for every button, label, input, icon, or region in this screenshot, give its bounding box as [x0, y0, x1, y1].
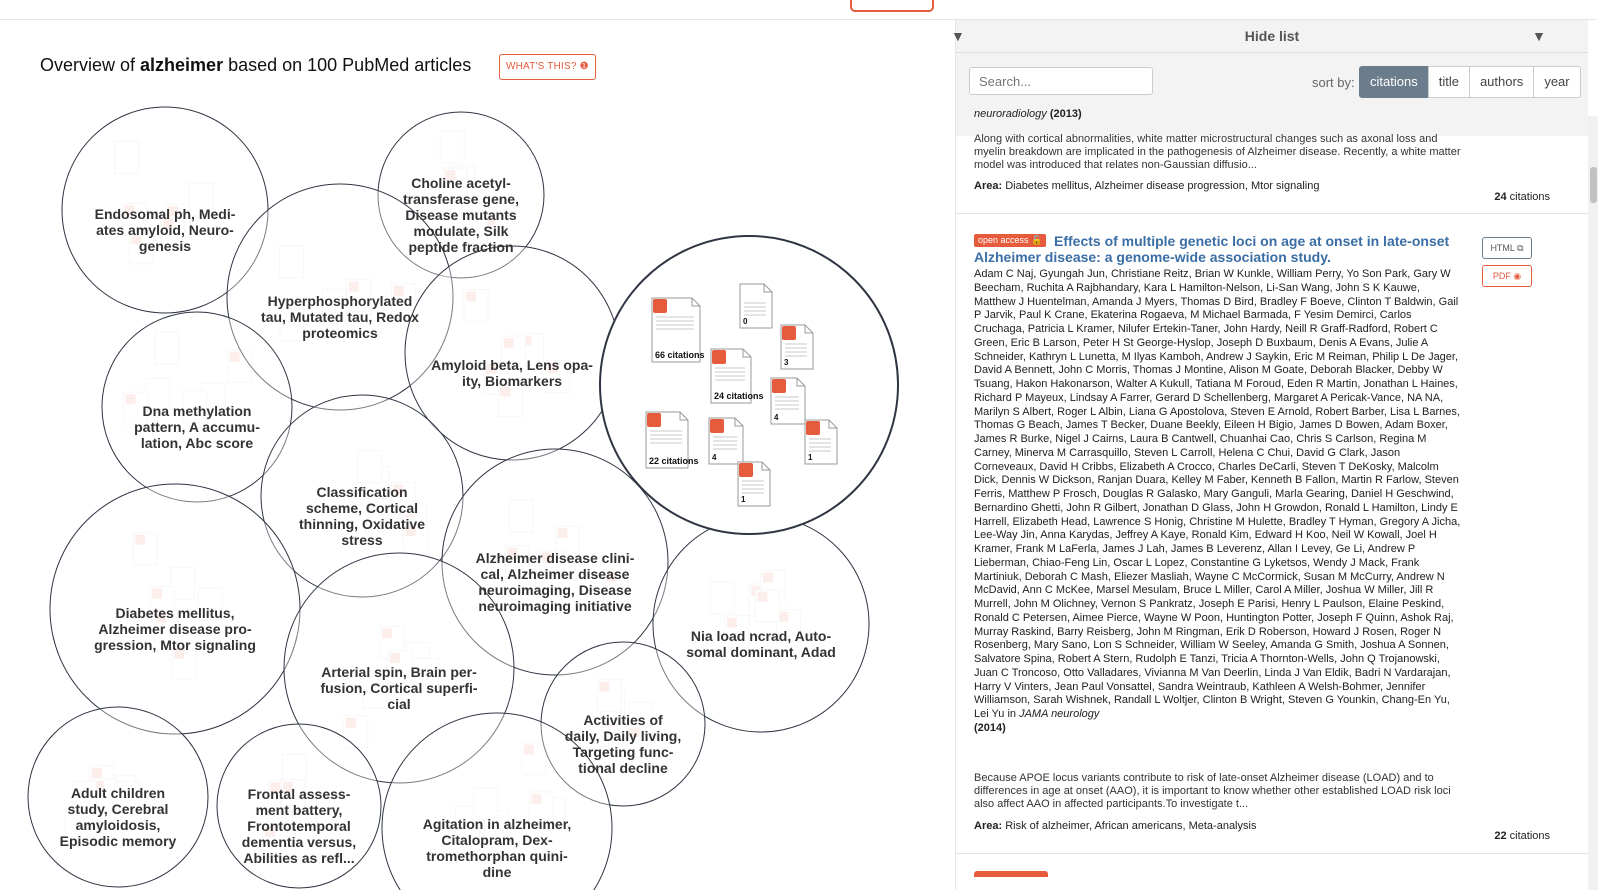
lock-icon [782, 326, 796, 340]
open-access-badge [974, 871, 1048, 877]
area-label-line: ity, Biomarkers [461, 373, 563, 389]
unlock-icon: 🔓 [1031, 235, 1043, 245]
paper-citations: 24 citations [1494, 191, 1550, 203]
sort-authors-button[interactable]: authors [1469, 66, 1534, 98]
paper-area: Area: Diabetes mellitus, Alzheimer disease progression, Mtor signaling [974, 180, 1320, 192]
paper-thumbnail[interactable] [740, 284, 772, 328]
area-label-line: scheme, Cortical [305, 500, 419, 516]
open-access-badge: open access 🔓 [974, 234, 1046, 247]
area-label-line: Abilities as refl... [243, 850, 355, 866]
paper-title[interactable]: Effects of multiple genetic loci on age at onset in late-onset Alzheimer disease: a genome-wide association study. [974, 233, 1450, 265]
knowledge-map [0, 20, 950, 890]
sort-citations-button[interactable]: citations [1359, 66, 1429, 98]
area-label-line: stress [341, 532, 383, 548]
area-label-line: Diabetes mellitus, [115, 605, 235, 621]
area-label-line: Disease mutants [405, 207, 517, 223]
external-link-icon: ⧉ [1517, 243, 1524, 253]
area-label-line: Frontal assess- [247, 786, 351, 802]
area-label-line: cial [387, 696, 411, 712]
area-label-line: transferase gene, [403, 191, 519, 207]
area-label-line: tromethorphan quini- [426, 848, 568, 864]
area-label-line: study, Cerebral [67, 801, 169, 817]
area-label-line: Alzheimer disease pro- [98, 621, 252, 637]
lock-icon [772, 379, 786, 393]
area-label-line: cal, Alzheimer disease [480, 566, 630, 582]
area-label-line: gression, Mtor signaling [94, 637, 256, 653]
lock-icon [653, 299, 667, 313]
area-label-line: Dna methylation [142, 403, 252, 419]
map-svg [0, 20, 950, 890]
whats-this-button[interactable]: WHAT'S THIS? ❶ [499, 54, 596, 80]
paper-thumbnail[interactable] [771, 378, 805, 424]
paper-citation-count: 0 [743, 317, 748, 326]
sort-title-button[interactable]: title [1428, 66, 1470, 98]
area-label-line: dine [482, 864, 512, 880]
area-label-line: Adult children [70, 785, 166, 801]
paper-citation-count: 22 citations [649, 456, 699, 466]
area-label-line: Targeting func- [572, 744, 674, 760]
area-label-line: somal dominant, Adad [686, 644, 836, 660]
sort-options [1360, 66, 1581, 96]
area-label-line: modulate, Silk [413, 223, 509, 239]
lock-icon [806, 421, 820, 435]
html-button[interactable]: HTML ⧉ [1482, 237, 1532, 259]
area-label-line: Alzheimer disease clini- [475, 550, 635, 566]
area-label-line: tau, Mutated tau, Redox [261, 309, 419, 325]
area-bubble[interactable] [50, 484, 300, 734]
area-label-line: ates amyloid, Neuro- [96, 222, 234, 238]
area-label-line: Arterial spin, Brain per- [321, 664, 477, 680]
area-bubble[interactable] [217, 724, 381, 888]
paper-source: neuroradiology (2013) [974, 108, 1082, 120]
paper-citation-count: 4 [712, 453, 717, 462]
area-label-line: neuroimaging, Disease [478, 582, 632, 598]
divider [956, 853, 1588, 854]
area-label-line: Citalopram, Dex- [441, 832, 553, 848]
paper-citation-count: 24 citations [714, 391, 764, 401]
paper-thumbnail[interactable] [805, 420, 837, 464]
pdf-button[interactable]: PDF ◉ [1482, 265, 1532, 287]
paper-abstract: Along with cortical abnormalities, white matter microstructural changes such as axonal loss and myelin breakdown are implicated in the pathogenesis of Alzheimer disease. Recently, a white matter model was introduced that relates non-Gaussian diffusio... [974, 133, 1461, 171]
paper-abstract: Because APOE locus variants contribute to risk of late-onset Alzheimer disease (LOAD) and to differences in age at onset (AAO), it is important to know whether other established LOAD risk loci also affect AAO in affected participants.To investigate t... [974, 772, 1451, 810]
area-label-line: Activities of [583, 712, 663, 728]
paper-citation-count: 66 citations [655, 350, 705, 360]
top-tab-edge[interactable] [850, 0, 934, 12]
collapse-arrow-icon: ▼ [951, 28, 965, 44]
area-label-line: Hyperphosphorylated [267, 293, 413, 309]
lock-icon [739, 463, 753, 477]
sort-year-button[interactable]: year [1533, 66, 1580, 98]
collapse-arrow-icon: ▼ [1532, 28, 1546, 44]
area-label-line: genesis [138, 238, 192, 254]
area-label-line: tional decline [578, 760, 668, 776]
lock-icon [712, 350, 726, 364]
paper-area: Area: Risk of alzheimer, African americans, Meta-analysis [974, 820, 1257, 832]
area-label-line: Endosomal ph, Medi- [94, 206, 236, 222]
area-label-line: peptide fraction [408, 239, 514, 255]
area-label-line: Choline acetyl- [411, 175, 511, 191]
paper-thumbnail[interactable] [652, 298, 705, 362]
paper-thumbnail[interactable] [709, 418, 743, 464]
paper-citation-count: 1 [741, 495, 746, 504]
area-label-line: dementia versus, [241, 834, 357, 850]
paper-citation-count: 1 [808, 453, 813, 462]
area-label-line: Agitation in alzheimer, [422, 816, 572, 832]
area-label-line: thinning, Oxidative [298, 516, 425, 532]
area-label-line: Classification [316, 484, 408, 500]
paper-citation-count: 4 [774, 413, 779, 422]
paper-citations: 22 citations [1494, 830, 1550, 842]
area-label-line: fusion, Cortical superfi- [320, 680, 478, 696]
paper-list-panel [951, 20, 1598, 890]
eye-icon: ◉ [1513, 271, 1522, 281]
divider [956, 213, 1588, 214]
scrollbar[interactable] [1588, 116, 1598, 890]
paper-citation-count: 3 [784, 358, 789, 367]
lock-icon [647, 413, 661, 427]
paper-thumbnail[interactable] [738, 462, 770, 506]
area-label-line: proteomics [302, 325, 378, 341]
sort-label: sort by: [1312, 75, 1355, 90]
hide-list-label: Hide list [1244, 28, 1300, 44]
paper-authors: Adam C Naj, Gyungah Jun, Christiane Reitz, Brian W Kunkle, William Perry, Yo Son Park, Gary W Beecham, Ruchita A Rajbhandary, Kara L Hamilton-Nelson, Li-San Wang, John S K Kauwe, Matthew J Huentelman, Amanda J Myers, Thomas D Bird, Bradley F Boeve, Clinton T Baldwin, Gail P Jarvik, Paul K Crane, Ekaterina Rogaeva, M Michael Barmada, F Yesim Demirci, Carlos Cruchaga, Patricia L Kramer, Nilufer Ertekin-Taner, John Hardy, Neill R Graff-Radford, Robert C Green, Eric B Larson, Peter H St George-Hyslop, Joseph D Buxbaum, Denis A Evans, Julie A Schneider, Kathryn L Lunetta, M Ilyas Kamboh, Andrew J Saykin, Eric M Reiman, Philip L De Jager, David A Bennett, John C Morris, Thomas J Montine, Alison M Goate, Deborah Blacker, Debby W Tsuang, Hakon Hakonarson, Walter A Kukull, Tatiana M Foroud, Eden R Martin, Jonathan L Haines, Richard P Mayeux, Lindsay A Farrer, Gerard D Schellenberg, Margaret A Pericak-Vance, NA NA, Marilyn S Albert, Roger L Albin, Liana G Apostolova, Steven E Arnold, Robert Barber, Lisa L Barnes, Thomas G Beach, James T Becker, Duane Beekly, Eileen H Bigio, James D Bowen, Adam Boxer, James R Burke, Nigel J Cairns, Laura B Cantwell, Chuanhai Cao, Chris S Carlson, Regina M Carney, Minerva M Carrasquillo, Steven L Carroll, Helena C Chui, David G Clark, Jason Corneveaux, David H Cribbs, Elizabeth A Crocco, Charles DeCarli, Steven T DeKosky, Malcolm Dick, Dennis W Dickson, Ranjan Duara, Kelley M Faber, Kenneth B Fallon, Martin R Farlow, Steven Ferris, Matthew P Frosch, Douglas R Galasko, Mary Ganguli, Marla Gearing, Daniel H Geschwind, Bernardino Ghetti, John R Gilbert, Jonathan D Glass, John H Growdon, Ronald L Hamilton, Lindy E Harrell, Elizabeth Head, Lawrence S Honig, Christine M Hulette, Bradley T Hyman, Gregory A Jicha, Lee-Way Jin, Anna Karydas, Jeffrey A Kaye, Ronald Kim, Edward H Koo, Neil W Kowall, Joel H Kramer, Frank M LaFerla, James J Lah, James B Leverenz, Allan I Levey, Ge Li, Andrew P Lieberman, Chiao-Feng Lin, Oscar L Lopez, Constantine G Lyketsos, Wendy J Mack, Frank Martiniuk, Deborah C Mash, Eliezer Masliah, Wayne C McCormick, Susan M McCurry, Andrew N McDavid, Ann C McKee, Marsel Mesulam, Bruce L Miller, Carol A Miller, Joshua W Miller, Jill R Murrell, John M Olichney, Vernon S Pankratz, Joseph E Parisi, Henry L Paulson, Elaine Peskind, Ronald C Petersen, Aimee Pierce, Wayne W Poon, Huntington Potter, Joseph F Quinn, Ashok Raj, Murray Raskind, Barry Reisberg, John M Ringman, Erik D Roberson, Howard J Rosen, Roger N Rosenberg, Mary Sano, Lon S Schneider, William W Seeley, Amanda G Smith, Joshua A Sonnen, Salvatore Spina, Robert A Stern, Rudolph E Tanzi, Tricia A Thornton-Wells, John Q Trojanowski, Juan C Troncoso, Otto Valladares, Vivianna M Van Deerlin, Linda J Van Eldik, Badri N Vardarajan, Harry V Vinters, Jean Paul Vonsattel, Sandra Weintraub, Kathleen A Welsh-Bohmer, Jennifer Williamson, Sarah Wishnek, Randall L Woltjer, Clinton B Wright, Steven G Younkin, Chang-En Yu, Lei Yu in JAMA neurology (2014) [974, 268, 1461, 734]
area-label-line: amyloidosis, [75, 817, 161, 833]
area-label-line: Nia load ncrad, Auto- [690, 628, 832, 644]
area-label-line: Amyloid beta, Lens opa- [431, 357, 593, 373]
paper-thumbnail[interactable] [781, 325, 813, 369]
area-label-line: lation, Abc score [140, 435, 254, 451]
paper-list [956, 108, 1588, 890]
top-bar [0, 0, 1597, 20]
area-label-line: neuroimaging initiative [478, 598, 632, 614]
hide-list-toggle[interactable] [951, 20, 1588, 53]
lock-icon [710, 419, 724, 433]
area-label-line: Frontotemporal [247, 818, 351, 834]
area-label-line: ment battery, [255, 802, 343, 818]
area-label-line: daily, Daily living, [564, 728, 682, 744]
page-title: Overview of alzheimer based on 100 PubMed articles [40, 55, 472, 75]
search-input[interactable] [969, 67, 1153, 95]
area-label-line: Episodic memory [59, 833, 177, 849]
area-label-line: pattern, A accumu- [134, 419, 260, 435]
area-bubble[interactable] [28, 707, 208, 887]
scrollbar-thumb[interactable] [1590, 167, 1597, 203]
